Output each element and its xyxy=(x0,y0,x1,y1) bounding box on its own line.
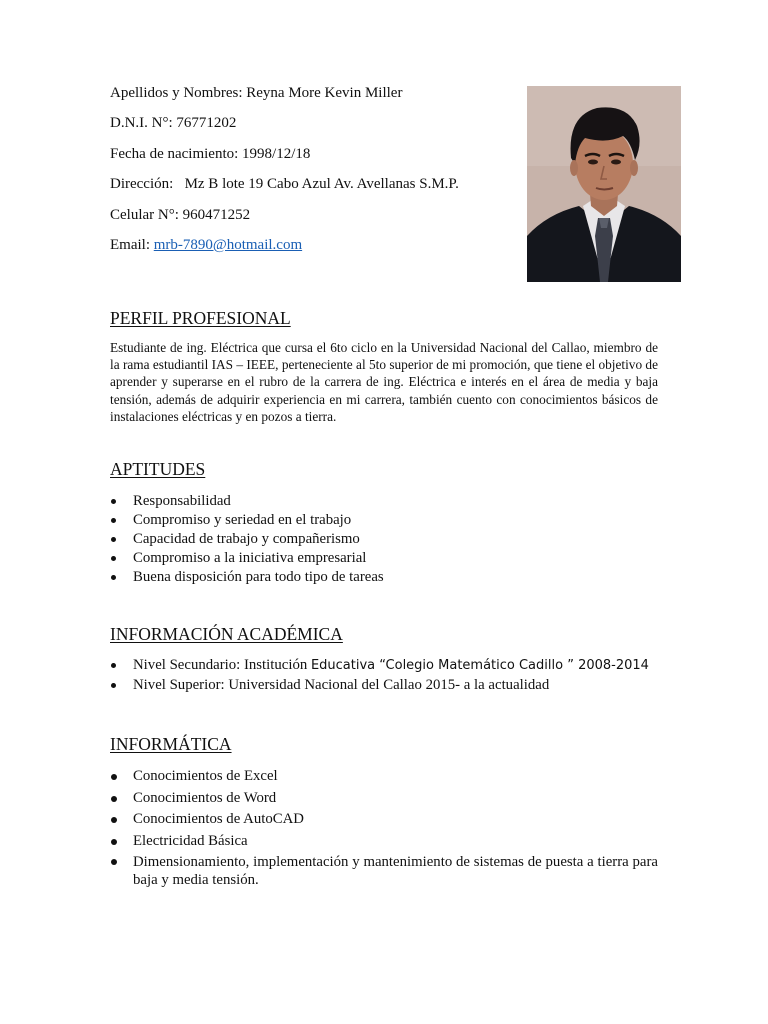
skill-text: Electricidad Básica xyxy=(133,832,248,849)
address-row xyxy=(110,177,459,192)
name-value: Reyna More Kevin Miller xyxy=(246,85,403,101)
bullet-icon xyxy=(111,774,117,780)
name-row xyxy=(110,86,459,101)
academic-heading: INFORMACIÓN ACADÉMICA xyxy=(110,624,343,644)
phone-row xyxy=(110,208,459,223)
phone-label: Celular N°: xyxy=(110,206,179,223)
email-link[interactable]: mrb-7890@hotmail.com xyxy=(153,236,303,253)
dni-row xyxy=(110,116,459,131)
aptitude-text: Capacidad de trabajo y compañerismo xyxy=(133,531,360,547)
aptitude-text: Responsabilidad xyxy=(133,493,231,509)
bullet-icon xyxy=(111,859,117,865)
bullet-icon xyxy=(111,537,116,542)
academic-list xyxy=(110,655,649,695)
list-item xyxy=(110,549,384,568)
dni-label: D.N.I. N°: xyxy=(110,115,173,132)
skill-text: Conocimientos de Word xyxy=(133,789,277,806)
skill-text: Conocimientos de AutoCAD xyxy=(133,811,304,827)
bullet-icon xyxy=(111,796,117,802)
secondary-institution: Educativa “Colegio Matemático Cadillo ” 2008-2014 xyxy=(310,658,649,673)
address-label: Dirección: xyxy=(110,176,174,193)
bullet-icon xyxy=(111,556,116,561)
bullet-icon xyxy=(111,683,116,688)
list-item xyxy=(110,675,649,695)
portrait-illustration xyxy=(527,86,681,282)
list-item xyxy=(110,852,658,889)
list-item xyxy=(110,831,658,853)
list-item xyxy=(110,655,649,675)
aptitude-text: Buena disposición para todo tipo de tareas xyxy=(133,569,384,585)
birth-value: 1998/12/18 xyxy=(242,145,311,162)
email-row xyxy=(110,238,459,253)
profile-paragraph: Estudiante de ing. Eléctrica que cursa el 6to ciclo en la Universidad Nacional del Callao, miembro de la rama estudiantil IAS – IEEE, perteneciente al 5to superior de mi promoción, que tiene el objetivo de aprender y superarse en el rubro de la carrera de ing. Eléctrica e interés en el área de media y baja tensión, además de adquirir experiencia en mi carrera, también cuento con conocimientos básicos de instalaciones eléctricas y en pozos a tierra. xyxy=(110,340,658,424)
list-item xyxy=(110,788,658,810)
bullet-icon xyxy=(111,839,117,845)
informatica-list xyxy=(110,766,658,889)
list-item xyxy=(110,511,384,530)
aptitude-text: Compromiso y seriedad en el trabajo xyxy=(133,512,352,528)
superior-text: Nivel Superior: Universidad Nacional del Callao 2015- a la actualidad xyxy=(133,677,550,693)
bullet-icon xyxy=(111,817,117,823)
bullet-icon xyxy=(111,518,116,523)
bullet-icon xyxy=(111,663,116,668)
skill-text: Dimensionamiento, implementación y mantenimiento de sistemas de puesta a tierra para baja y media tensión. xyxy=(133,854,658,888)
list-item xyxy=(110,568,384,587)
aptitudes-heading: APTITUDES xyxy=(110,459,206,479)
personal-info xyxy=(110,86,459,253)
informatica-heading: INFORMÁTICA xyxy=(110,734,232,754)
list-item xyxy=(110,530,384,549)
birth-label: Fecha de nacimiento: xyxy=(110,145,239,162)
list-item xyxy=(110,766,658,788)
list-item xyxy=(110,809,658,831)
list-item xyxy=(110,492,384,511)
profile-photo xyxy=(527,86,681,282)
bullet-icon xyxy=(111,575,116,580)
phone-value: 960471252 xyxy=(182,206,251,223)
email-label: Email: xyxy=(110,236,150,253)
birth-row xyxy=(110,147,459,162)
secondary-label: Nivel Secundario: Institución xyxy=(133,657,308,673)
address-value: Mz B lote 19 Cabo Azul Av. Avellanas S.M.P. xyxy=(184,176,459,193)
bullet-icon xyxy=(111,499,116,504)
skill-text: Conocimientos de Excel xyxy=(133,768,278,784)
profile-heading: PERFIL PROFESIONAL xyxy=(110,308,291,328)
name-label: Apellidos y Nombres: xyxy=(110,85,243,101)
aptitude-text: Compromiso a la iniciativa empresarial xyxy=(133,550,367,566)
dni-value: 76771202 xyxy=(176,115,237,132)
aptitudes-list xyxy=(110,492,384,587)
